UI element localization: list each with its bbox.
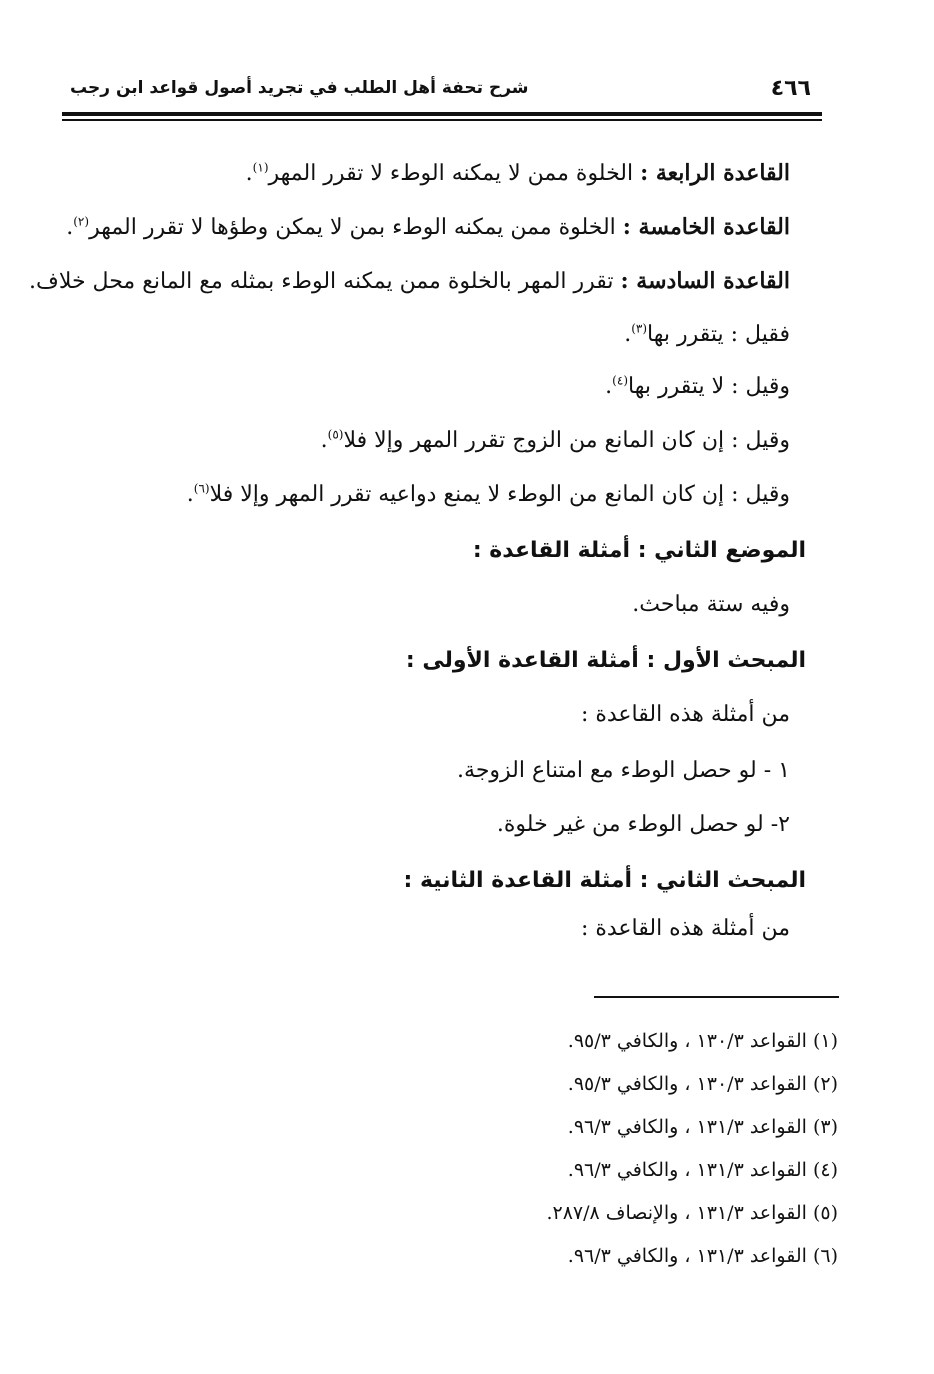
footnote-ref-5: (٥) xyxy=(327,427,344,442)
opinion-2-line: وقيل : لا يتقرر بها$^{(٤)}$. xyxy=(605,373,790,399)
footnote-6: (٦) القواعد ١٣١/٣ ، والكافي ٩٦/٣. xyxy=(567,1245,838,1267)
footnote-1: (١) القواعد ١٣٠/٣ ، والكافي ٩٥/٣. xyxy=(567,1030,838,1052)
footnote-4: (٤) القواعد ١٣١/٣ ، والكافي ٩٦/٣. xyxy=(567,1159,838,1181)
rule-6-line xyxy=(29,266,790,297)
footnote-2: (٢) القواعد ١٣٠/٣ ، والكافي ٩٥/٣. xyxy=(567,1073,838,1095)
opinion-1-text: فقيل : يتقرر بها xyxy=(647,322,790,347)
section-2-heading: الموضع الثاني : أمثلة القاعدة : xyxy=(472,538,806,563)
opinion-3-line: وقيل : إن كان المانع من الزوج تقرر المهر وإلا فلا$^{(٥)}$. xyxy=(320,427,790,453)
topic-2-heading: المبحث الثاني : أمثلة القاعدة الثانية : xyxy=(403,868,806,893)
opinion-4-line: وقيل : إن كان المانع من الوطء لا يمنع دواعيه تقرر المهر وإلا فلا$^{(٦)}$. xyxy=(186,481,790,507)
footnote-ref-1: (١) xyxy=(252,160,269,175)
rule-5-line: القاعدة الخامسة : الخلوة ممن يمكنه الوطء بمن لا يمكن وطؤها لا تقرر المهر$^{(٢)}$. xyxy=(66,214,790,240)
topic-2-intro: من أمثلة هذه القاعدة : xyxy=(580,916,790,941)
opinion-1-line: فقيل : يتقرر بها$^{(٣)}$. xyxy=(624,321,790,347)
page-number: ٤٦٦ xyxy=(770,76,811,101)
header-rule-thin xyxy=(62,119,822,121)
example-1: ١ - لو حصل الوطء مع امتناع الزوجة. xyxy=(457,758,790,783)
running-header xyxy=(62,72,817,112)
opinion-4-text: وقيل : إن كان المانع من الوطء لا يمنع دواعيه تقرر المهر وإلا فلا xyxy=(209,482,790,507)
footnote-ref-2: (٢) xyxy=(73,214,90,229)
header-rule-thick xyxy=(62,112,822,116)
rule-4-text: الخلوة ممن لا يمكنه الوطء لا تقرر المهر xyxy=(268,161,641,186)
opinion-2-text: وقيل : لا يتقرر بها xyxy=(628,374,790,399)
footnote-3: (٣) القواعد ١٣١/٣ ، والكافي ٩٦/٣. xyxy=(567,1116,838,1138)
example-2: ٢- لو حصل الوطء من غير خلوة. xyxy=(496,812,790,837)
footnote-5: (٥) القواعد ١٣١/٣ ، والإنصاف ٢٨٧/٨. xyxy=(546,1202,838,1224)
footnote-ref-3: (٣) xyxy=(631,321,648,336)
rule-5-label: القاعدة الخامسة : xyxy=(622,214,790,240)
footnote-ref-4: (٤) xyxy=(612,373,628,388)
topic-1-intro: من أمثلة هذه القاعدة : xyxy=(580,702,790,727)
rule-6-label: القاعدة السادسة : xyxy=(620,268,790,294)
rule-4-line: القاعدة الرابعة : الخلوة ممن لا يمكنه الوطء لا تقرر المهر$^{(١)}$. xyxy=(245,160,790,186)
opinion-3-text: وقيل : إن كان المانع من الزوج تقرر المهر وإلا فلا xyxy=(343,428,790,453)
book-title: شرح تحفة أهل الطلب في تجريد أصول قواعد ابن رجب xyxy=(70,78,529,98)
footnote-ref-6: (٦) xyxy=(193,481,210,496)
rule-4-label: القاعدة الرابعة : xyxy=(640,160,790,186)
section-2-intro: وفيه ستة مباحث. xyxy=(632,592,790,617)
topic-1-heading: المبحث الأول : أمثلة القاعدة الأولى : xyxy=(405,648,806,673)
footnote-separator xyxy=(594,996,839,998)
rule-5-text: الخلوة ممن يمكنه الوطء بمن لا يمكن وطؤها لا تقرر المهر xyxy=(89,215,623,240)
rule-6-text: تقرر المهر بالخلوة ممن يمكنه الوطء بمثله مع المانع محل خلاف. xyxy=(29,269,621,294)
